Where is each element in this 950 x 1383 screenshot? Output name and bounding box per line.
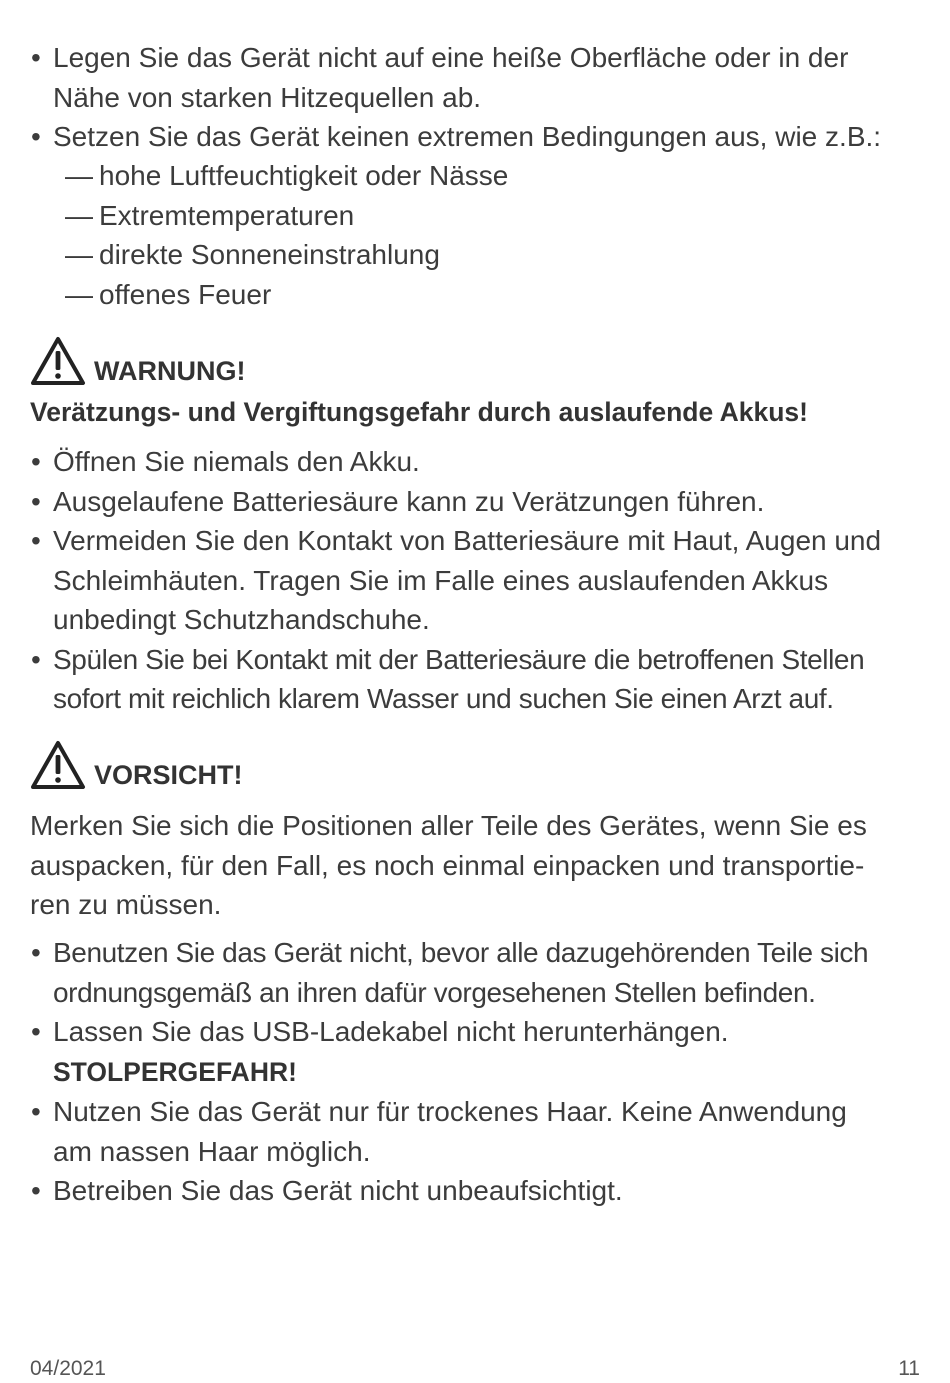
dash-mark: — bbox=[65, 160, 93, 191]
list-item-text: Setzen Sie das Gerät keinen extremen Bedingungen aus, wie z.B.: bbox=[53, 121, 882, 152]
list-item-text-continued: Nähe von starken Hitzequellen ab. bbox=[53, 81, 482, 113]
list-item-text: Nutzen Sie das Gerät nur für trockenes Haar. Keine Anwendung bbox=[53, 1096, 847, 1127]
bullet-dot: • bbox=[31, 525, 41, 556]
warning-subtitle: Verätzungs- und Vergiftungsgefahr durch auslaufende Akkus! bbox=[30, 397, 808, 427]
list-item-text-continued: ordnungsgemäß an ihren dafür vorgesehenen Stellen befinden. bbox=[53, 976, 816, 1008]
warning-heading bbox=[30, 332, 245, 386]
sublist-item bbox=[65, 275, 865, 315]
bullet-dot: • bbox=[31, 42, 41, 73]
sublist-item-text: direkte Sonneneinstrahlung bbox=[99, 239, 440, 270]
list-item bbox=[31, 521, 931, 640]
list-item-text-continued: Schleimhäuten. Tragen Sie im Falle eines auslaufenden Akkus bbox=[53, 564, 829, 596]
sublist-item-text: offenes Feuer bbox=[99, 278, 272, 310]
bullet-dot: • bbox=[31, 485, 41, 517]
list-item-text: Vermeiden Sie den Kontakt von Batteriesäure mit Haut, Augen und bbox=[53, 525, 882, 556]
tripping-hazard-label: STOLPERGEFAHR! bbox=[53, 1056, 297, 1087]
list-item bbox=[31, 38, 931, 117]
list-item-text-continued: am nassen Haar möglich. bbox=[53, 1135, 371, 1167]
sublist-item bbox=[65, 196, 865, 236]
bullet-dot: • bbox=[31, 446, 41, 477]
caution-paragraph bbox=[30, 806, 930, 925]
list-item-text-continued: unbedingt Schutzhandschuhe. bbox=[53, 604, 430, 635]
bullet-dot: • bbox=[31, 937, 41, 968]
list-item bbox=[31, 482, 931, 522]
bullet-dot: • bbox=[31, 1175, 41, 1206]
dash-mark: — bbox=[65, 199, 93, 231]
list-item bbox=[31, 117, 931, 157]
list-item bbox=[31, 1171, 931, 1211]
warning-title: WARNUNG! bbox=[94, 356, 246, 386]
dash-mark: — bbox=[65, 278, 93, 310]
bullet-dot: • bbox=[31, 643, 41, 675]
caution-list bbox=[31, 933, 931, 1211]
list-item-text: Legen Sie das Gerät nicht auf eine heiße Oberfläche oder in der bbox=[53, 42, 849, 73]
list-item-text: Öffnen Sie niemals den Akku. bbox=[53, 446, 420, 477]
list-item-text-continued: sofort mit reichlich klarem Wasser und suchen Sie einen Arzt auf. bbox=[53, 683, 834, 714]
conditions-sublist bbox=[21, 156, 865, 314]
warning-triangle-icon bbox=[30, 336, 86, 386]
list-item bbox=[31, 442, 931, 482]
warning-triangle-icon bbox=[30, 740, 86, 790]
warning-list bbox=[31, 442, 931, 719]
sublist-item bbox=[65, 235, 865, 275]
sublist-item bbox=[65, 156, 865, 196]
bullet-dot: • bbox=[31, 1016, 41, 1047]
caution-title: VORSICHT! bbox=[94, 760, 243, 790]
paragraph-line: auspacken, für den Fall, es noch einmal einpacken und transportie- bbox=[30, 849, 865, 881]
caution-heading bbox=[30, 736, 243, 790]
sublist-item-text: Extremtemperaturen bbox=[99, 199, 355, 231]
dash-mark: — bbox=[65, 239, 93, 270]
list-item bbox=[31, 1092, 931, 1171]
footer-date: 04/2021 bbox=[30, 1357, 106, 1380]
paragraph-line: ren zu müssen. bbox=[30, 889, 222, 920]
paragraph-line: Merken Sie sich die Positionen aller Teile des Gerätes, wenn Sie es bbox=[30, 810, 867, 841]
list-item bbox=[31, 1012, 931, 1092]
list-item-text: Benutzen Sie das Gerät nicht, bevor alle dazugehörenden Teile sich bbox=[53, 937, 869, 968]
page-number: 11 bbox=[898, 1357, 920, 1380]
bullet-dot: • bbox=[31, 121, 41, 152]
list-item-text: Spülen Sie bei Kontakt mit der Batteriesäure die betroffenen Stellen bbox=[53, 643, 865, 675]
list-item-text: Betreiben Sie das Gerät nicht unbeaufsichtigt. bbox=[53, 1175, 623, 1206]
sublist-item-text: hohe Luftfeuchtigkeit oder Nässe bbox=[99, 160, 509, 191]
list-item-text: Lassen Sie das USB-Ladekabel nicht herunterhängen. bbox=[53, 1016, 729, 1047]
list-item bbox=[31, 640, 931, 719]
list-item bbox=[31, 933, 931, 1012]
list-item-text: Ausgelaufene Batteriesäure kann zu Verätzungen führen. bbox=[53, 485, 765, 517]
bullet-dot: • bbox=[31, 1096, 41, 1127]
safety-list bbox=[31, 38, 931, 157]
